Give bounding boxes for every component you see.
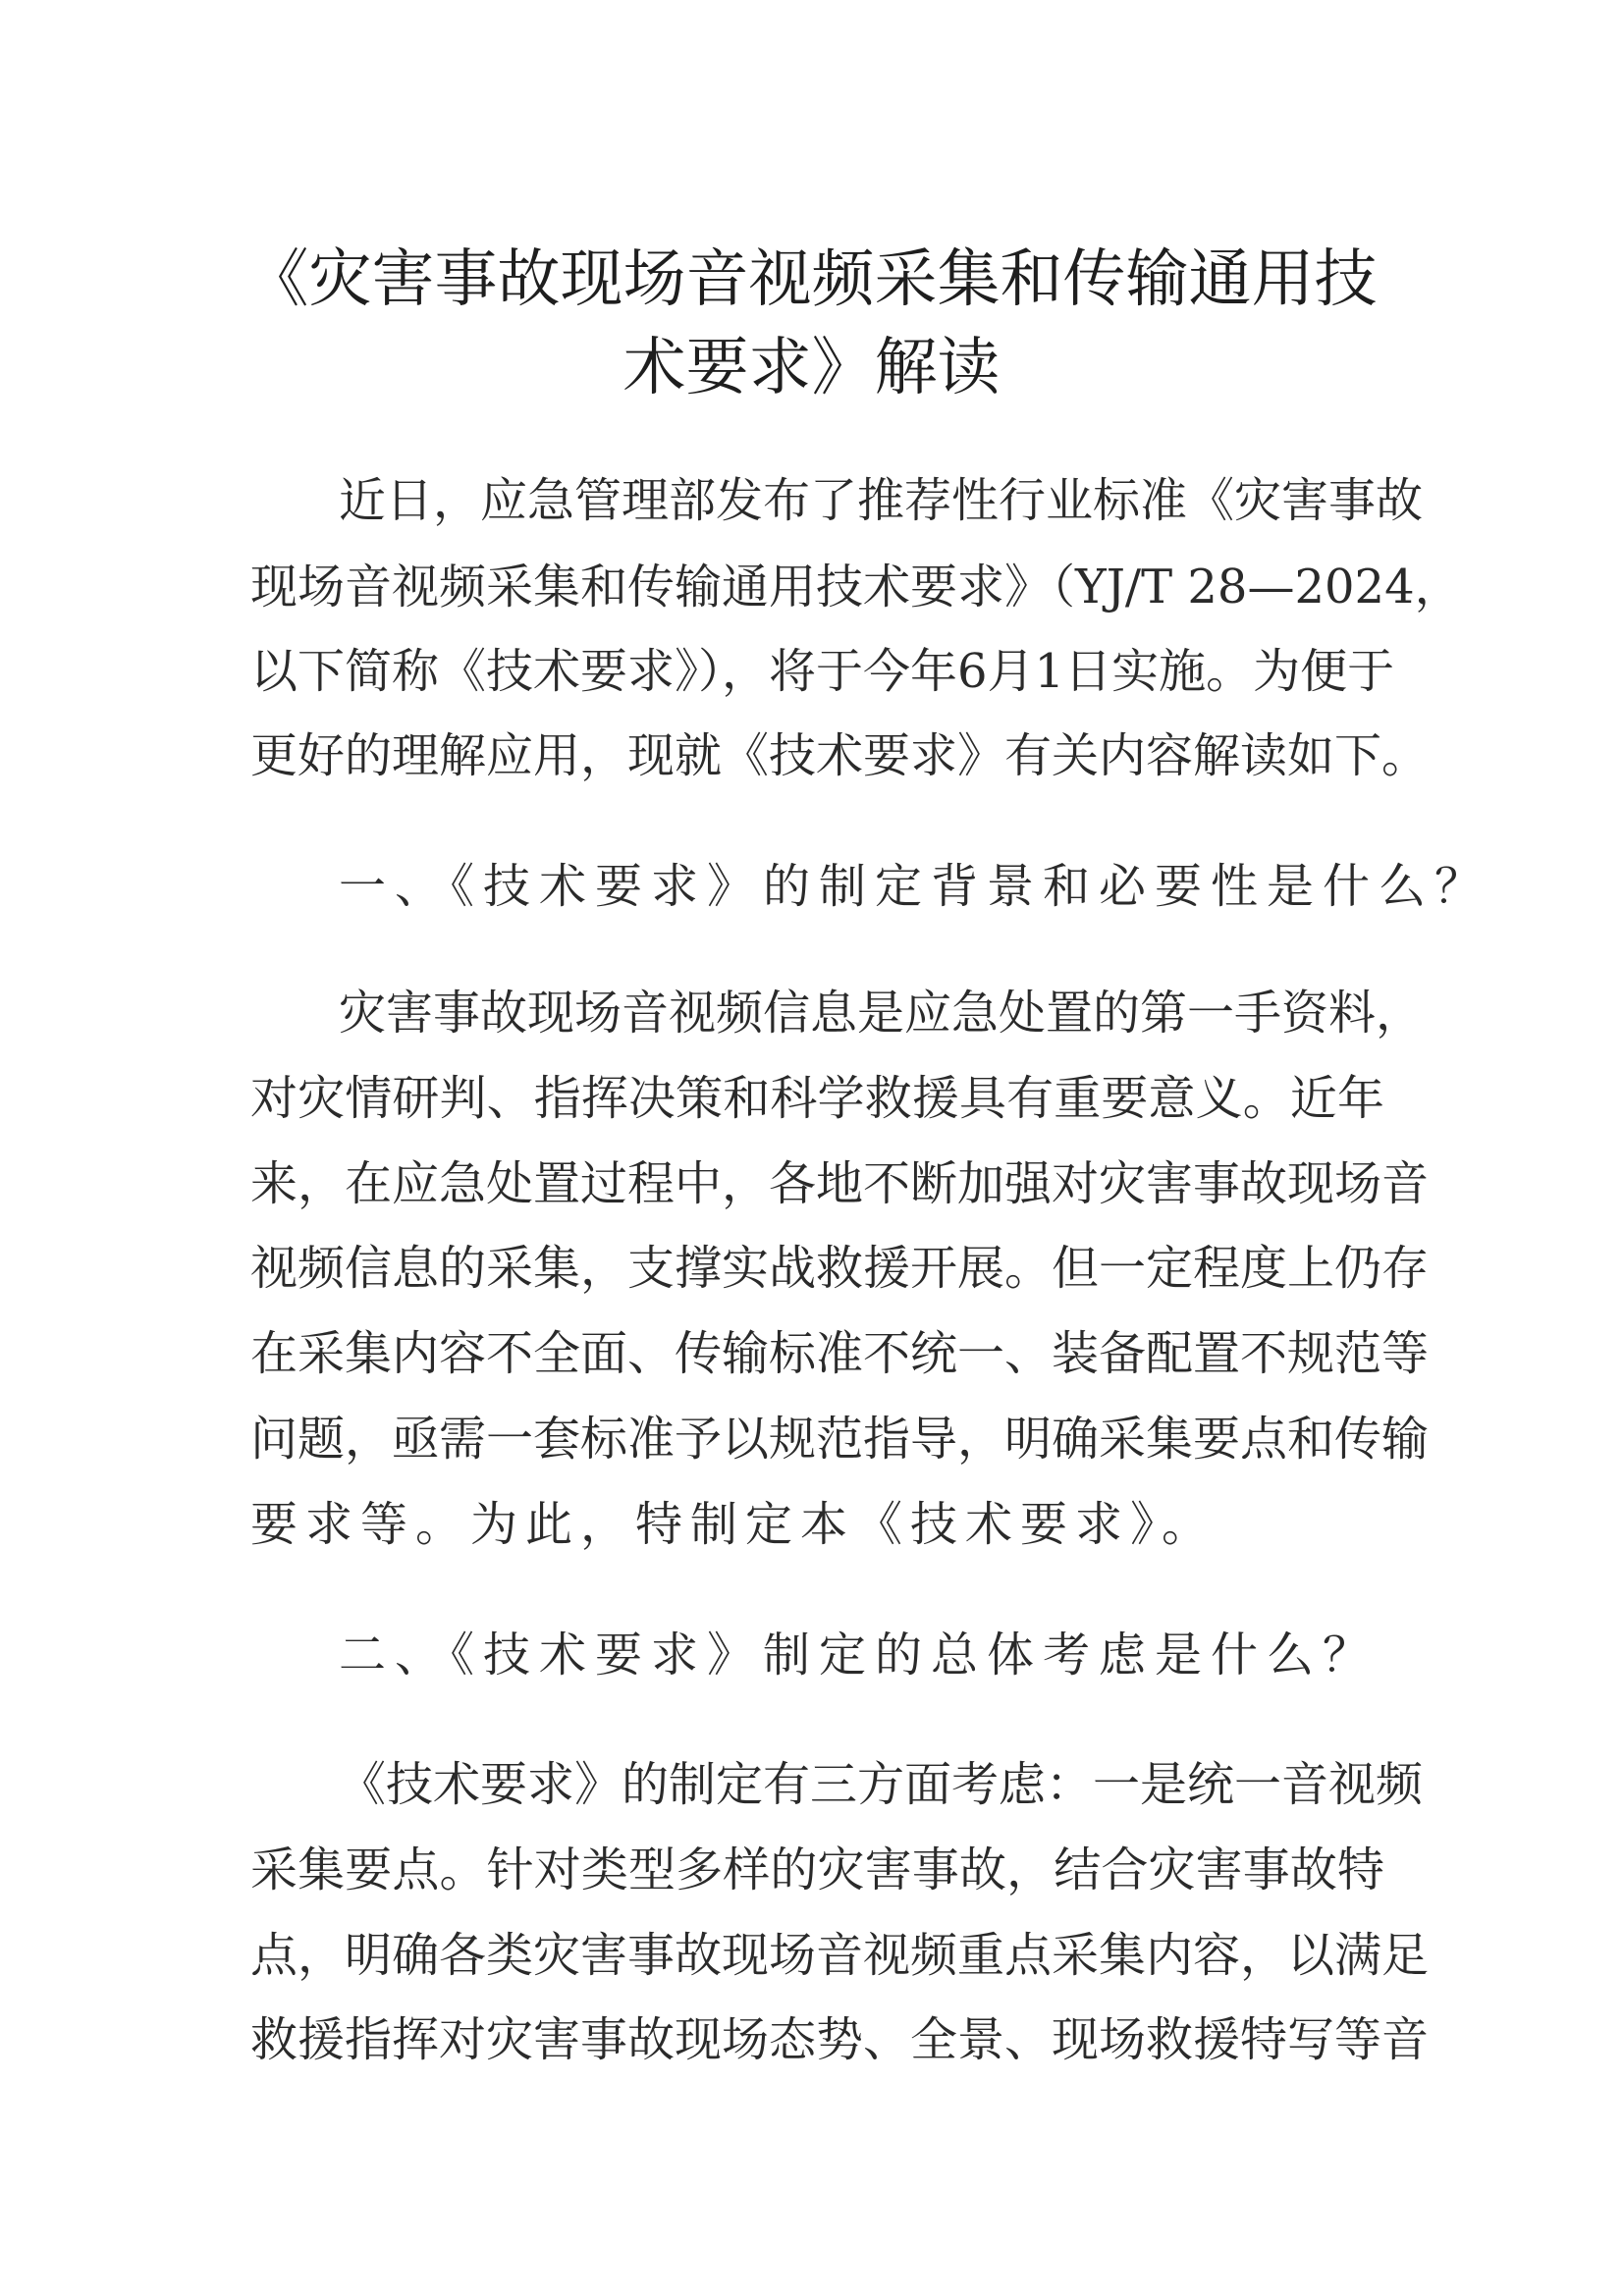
paragraph-line: 视频信息的采集，支撑实战救援开展。但一定程度上仍存: [250, 1241, 1430, 1296]
paragraph-line: 灾害事故现场音视频信息是应急处置的第一手资料，: [339, 986, 1424, 1041]
paragraph-line: 来，在应急处置过程中，各地不断加强对灾害事故现场音: [250, 1156, 1430, 1211]
paragraph-line: 更好的理解应用，现就《技术要求》有关内容解读如下。: [250, 728, 1430, 783]
paragraph-line: 救援指挥对灾害事故现场态势、全景、现场救援特写等音: [250, 2012, 1430, 2067]
paragraph-line: 问题，亟需一套标准予以规范指导，明确采集要点和传输: [250, 1412, 1430, 1467]
paragraph-line: 对灾情研判、指挥决策和科学救援具有重要意义。近年: [250, 1071, 1384, 1126]
paragraph-line: 近日，应急管理部发布了推荐性行业标准《灾害事故: [339, 473, 1424, 528]
section-heading-2: 二、《技术要求》制定的总体考虑是什么？: [339, 1628, 1380, 1682]
paragraph-line: 现场音视频采集和传输通用技术要求》（YJ/T 28—2024，: [250, 560, 1462, 614]
section-heading-1: 一、《技术要求》的制定背景和必要性是什么？: [339, 859, 1491, 914]
paragraph-line: 以下简称《技术要求》），将于今年6月1日实施。为便于: [250, 644, 1395, 699]
paragraph-line: 点，明确各类灾害事故现场音视频重点采集内容，以满足: [250, 1928, 1430, 1983]
paragraph-line: 要求等。为此，特制定本《技术要求》。: [250, 1497, 1217, 1552]
document-title-line-2: 术要求》解读: [622, 332, 1001, 404]
paragraph-line: 在采集内容不全面、传输标准不统一、装备配置不规范等: [250, 1326, 1430, 1381]
document-title-line-1: 《灾害事故现场音视频采集和传输通用技: [245, 243, 1378, 316]
paragraph-line: 《技术要求》的制定有三方面考虑：一是统一音视频: [339, 1757, 1424, 1812]
paragraph-line: 采集要点。针对类型多样的灾害事故，结合灾害事故特: [250, 1842, 1384, 1897]
